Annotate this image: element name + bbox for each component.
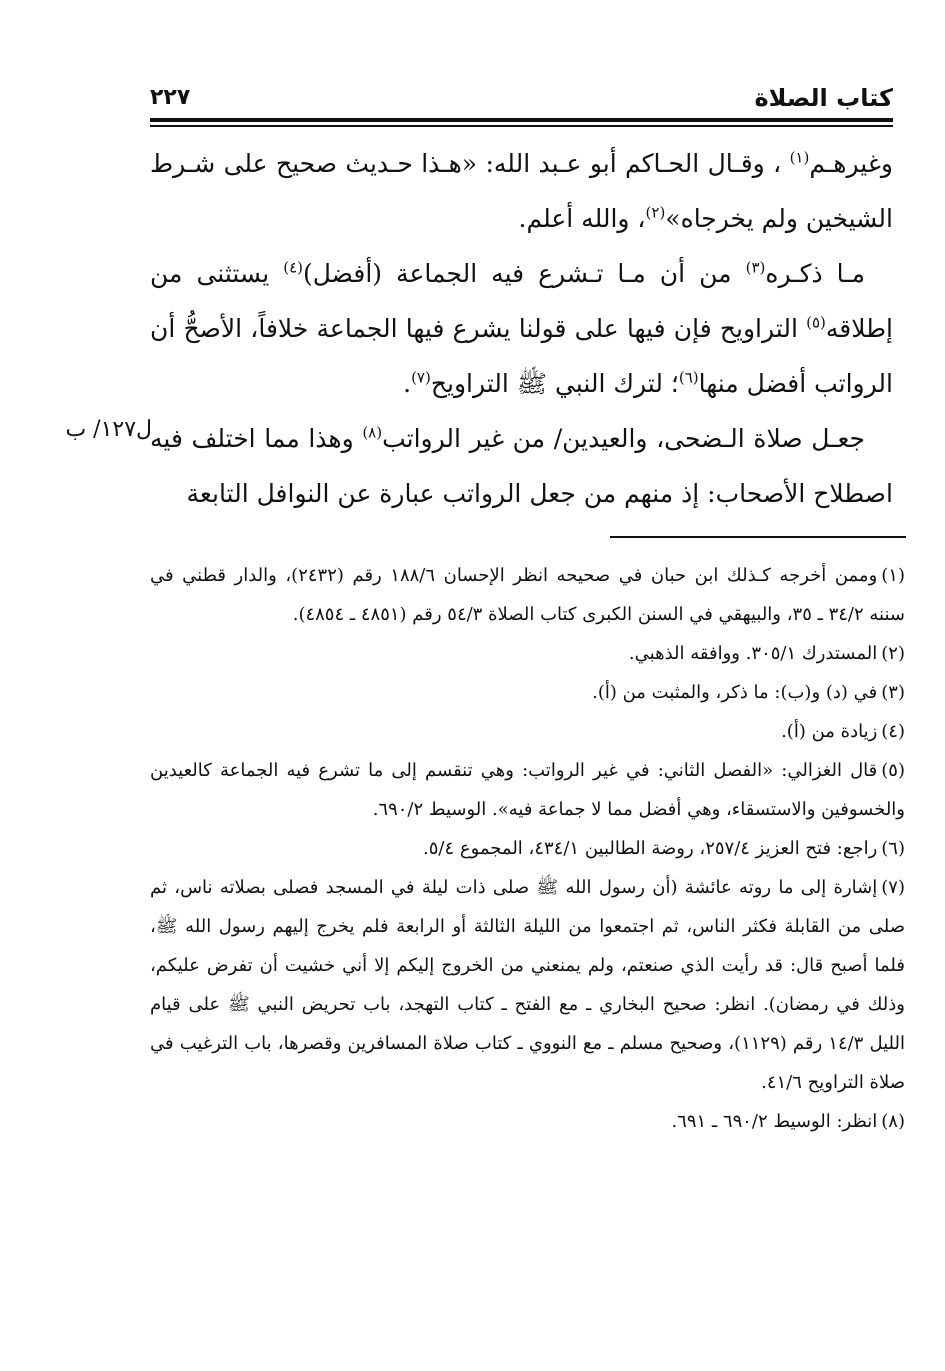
footnote-5 bbox=[150, 751, 905, 829]
text-span: التراويح فإن فيها على قولنا يشرع فيها الجماعة خلافاً، الأصحُّ أن الرواتب أفضل منها bbox=[150, 314, 893, 398]
footnote-number: (٦) bbox=[881, 838, 905, 859]
footnote-ref[interactable]: (٣) bbox=[745, 258, 766, 277]
footnote-text: راجع: فتح العزيز ٢٥٧/٤، روضة الطالبين ٤٣٤/١، المجموع ٥/٤. bbox=[422, 838, 878, 859]
main-text bbox=[150, 136, 893, 521]
manuscript-folio-marker: ل١٢٧/ ب bbox=[65, 417, 152, 442]
footnote-3 bbox=[150, 673, 905, 712]
text-span: مـا ذكـره bbox=[765, 259, 865, 288]
footnote-7 bbox=[150, 868, 905, 1102]
footnote-number: (١) bbox=[881, 565, 905, 586]
text-span: ، والله أعلم. bbox=[518, 204, 646, 233]
footnote-ref[interactable]: (٨) bbox=[362, 423, 383, 442]
footnote-number: (٣) bbox=[881, 682, 905, 703]
footnote-number: (٢) bbox=[881, 643, 905, 664]
footnote-1 bbox=[150, 556, 905, 634]
text-span: يستثنى من إطلاقه bbox=[150, 259, 893, 343]
footnote-text: قال الغزالي: «الفصل الثاني: في غير الرواتب: وهي تنقسم إلى ما تشرع فيه الجماعة كالعيدين والخسوفين والاستسقاء، وهي أفضل مما لا جماعة فيه». الوسيط ٦٩٠/٢. bbox=[150, 760, 905, 820]
footnote-ref[interactable]: (٥) bbox=[806, 313, 826, 332]
paragraph-1 bbox=[150, 136, 893, 246]
paragraph-3 bbox=[150, 411, 893, 521]
footnote-2 bbox=[150, 634, 905, 673]
text-span: ؛ لترك النبي ﷺ التراويح bbox=[430, 369, 679, 398]
footnote-text: إشارة إلى ما روته عائشة (أن رسول الله ﷺ صلى ذات ليلة في المسجد فصلى بصلاته ناس، ثم صلى من القابلة فكثر الناس، ثم اجتمعوا من الليلة الثالثة أو الرابعة فلم يخرج إليهم رسول الله ﷺ، فلما أصبح قال: قد رأيت الذي صنعتم، ولم يمنعني من الخروج إليكم إلا أني خشيت أن تفرض عليكم، وذلك في رمضان). انظر: صحيح البخاري ـ مع الفتح ـ كتاب التهجد، باب تحريض النبي ﷺ على قيام الليل ١٤/٣ رقم (١١٢٩)، وصحيح مسلم ـ مع النووي ـ كتاب صلاة المسافرين وقصرها، باب الترغيب في صلاة التراويح ٤١/٦. bbox=[150, 877, 905, 1093]
text-span: ، وقـال الحـاكم أبو عـبد الله: «هـذا حـديث صحيح على شـرط bbox=[150, 149, 782, 178]
footnote-text: المستدرك ٣٠٥/١. ووافقه الذهبي. bbox=[628, 643, 878, 664]
footnote-8 bbox=[150, 1102, 905, 1141]
header-rule-thin bbox=[150, 125, 893, 127]
footnote-number: (٤) bbox=[881, 721, 905, 742]
footnote-text: وممن أخرجه كـذلك ابن حبان في صحيحه انظر الإحسان ١٨٨/٦ رقم (٢٤٣٢)، والدار قطني في سننه ٣٤/٢ ـ ٣٥، والبيهقي في السنن الكبرى كتاب الصلاة ٥٤/٣ رقم (٤٨٥١ ـ ٤٨٥٤). bbox=[150, 565, 905, 625]
footnote-text: انظر: الوسيط ٦٩٠/٢ ـ ٦٩١. bbox=[671, 1111, 878, 1132]
footnote-ref[interactable]: (٦) bbox=[678, 368, 699, 387]
footnote-number: (٧) bbox=[881, 877, 905, 898]
text-span: وغيرهـم bbox=[809, 149, 893, 178]
footnote-ref[interactable]: (١) bbox=[789, 148, 810, 167]
text-span: الشيخين ولم يخرجاه» bbox=[665, 204, 893, 233]
text-span: . bbox=[403, 369, 412, 398]
footnote-text: في (د) و(ب): ما ذكر، والمثبت من (أ). bbox=[592, 682, 878, 703]
header-rule-thick bbox=[150, 118, 893, 122]
page-number: ٢٢٧ bbox=[150, 85, 191, 110]
text-span: من أن مـا تـشرع فيه الجماعة (أفضل) bbox=[303, 259, 746, 288]
text-span: جعـل صلاة الـضحى، والعيدين/ من غير الرواتب bbox=[382, 424, 865, 453]
text-span: وهذا مما اختلف فيه اصطلاح الأصحاب: إذ منهم من جعل الرواتب عبارة عن النوافل التابعة bbox=[150, 424, 893, 508]
footnote-number: (٨) bbox=[881, 1111, 905, 1132]
paragraph-2 bbox=[150, 246, 893, 411]
footnote-6 bbox=[150, 829, 905, 868]
chapter-title: كتاب الصلاة bbox=[754, 84, 893, 112]
footnote-ref[interactable]: (٢) bbox=[645, 203, 666, 222]
running-header bbox=[150, 82, 893, 116]
footnote-ref[interactable]: (٤) bbox=[283, 258, 303, 277]
footnote-ref[interactable]: (٧) bbox=[411, 368, 431, 387]
footnote-4 bbox=[150, 712, 905, 751]
footnotes bbox=[150, 556, 905, 1141]
footnote-number: (٥) bbox=[881, 760, 905, 781]
footnote-separator bbox=[610, 536, 906, 538]
footnote-text: زيادة من (أ). bbox=[781, 721, 878, 742]
